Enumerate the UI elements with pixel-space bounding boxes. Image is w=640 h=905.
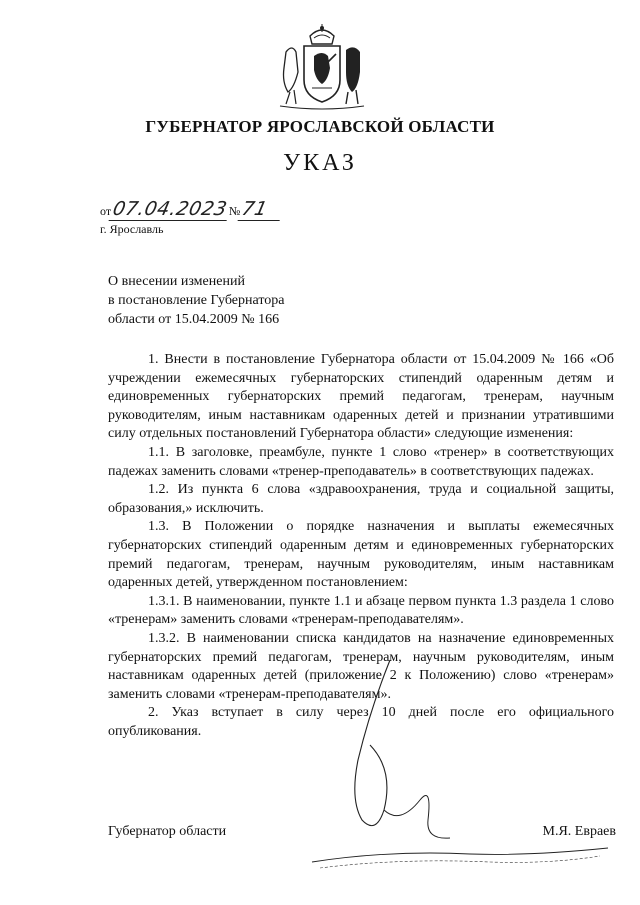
subject-line: области от 15.04.2009 № 166 <box>108 312 280 327</box>
signatory-name: М.Я. Евраев <box>542 824 616 839</box>
body-paragraph: 1.3.1. В наименовании, пункте 1.1 и абзаце первом пункта 1.3 раздела 1 слово «тренерам» заменить словами «тренерам-преподавателям». <box>108 593 614 628</box>
issuer-title: ГУБЕРНАТОР ЯРОСЛАВСКОЙ ОБЛАСТИ <box>145 117 495 136</box>
handwritten-date: 07.04.2023 <box>109 198 232 221</box>
registration-line <box>100 198 282 220</box>
handwritten-number: 71 <box>238 198 285 221</box>
body-paragraph: 1. Внести в постановление Губернатора области от 15.04.2009 № 166 «Об учреждении ежемесячных губернаторских стипендий одаренным детям и единовременных губернаторских премий педагогам, тренерам, научным руководителям, иным наставникам одаренных детей и признании утратившими силу отдельных постановлений Губернатора области» следующие изменения: <box>108 352 614 442</box>
document-type: УКАЗ <box>283 150 357 176</box>
decree-subject <box>108 272 285 329</box>
body-paragraph: 1.3. В Положении о порядке назначения и выплаты ежемесячных губернаторских стипендий одаренным детям и единовременных губернаторских премий педагогам, тренерам, научным руководителям, иным наставникам одаренных детей, утвержденном постановлением: <box>108 519 614 591</box>
place-of-issue: г. Ярославль <box>100 222 164 236</box>
body-paragraph: 1.1. В заголовке, преамбуле, пункте 1 слово «тренер» в соответствующих падежах заменить словами «тренер-преподаватель» в соответствующих падежах. <box>108 444 614 479</box>
body-paragraph: 1.3.2. В наименовании списка кандидатов на назначение единовременных губернаторских премий педагогам, тренерам, научным руководителям, иным наставникам одаренных детей (приложение 2 к Положению) слово «тренерам» заменить словами «тренерам-преподавателям». <box>108 630 614 702</box>
date-prefix: от <box>100 204 112 218</box>
subject-line: О внесении изменений <box>108 274 245 289</box>
body-paragraph: 2. Указ вступает в силу через 10 дней после его официального опубликования. <box>108 705 614 739</box>
handwritten-signature <box>310 650 610 880</box>
yaroslavl-coat-of-arms-icon <box>272 22 372 110</box>
number-prefix: № <box>228 204 241 218</box>
signatory-position: Губернатор области <box>108 824 227 839</box>
body-paragraph: 1.2. Из пункта 6 слова «здравоохранения, труда и социальной защиты, образования,» исключить. <box>108 482 614 516</box>
subject-line: в постановление Губернатора <box>108 293 285 308</box>
